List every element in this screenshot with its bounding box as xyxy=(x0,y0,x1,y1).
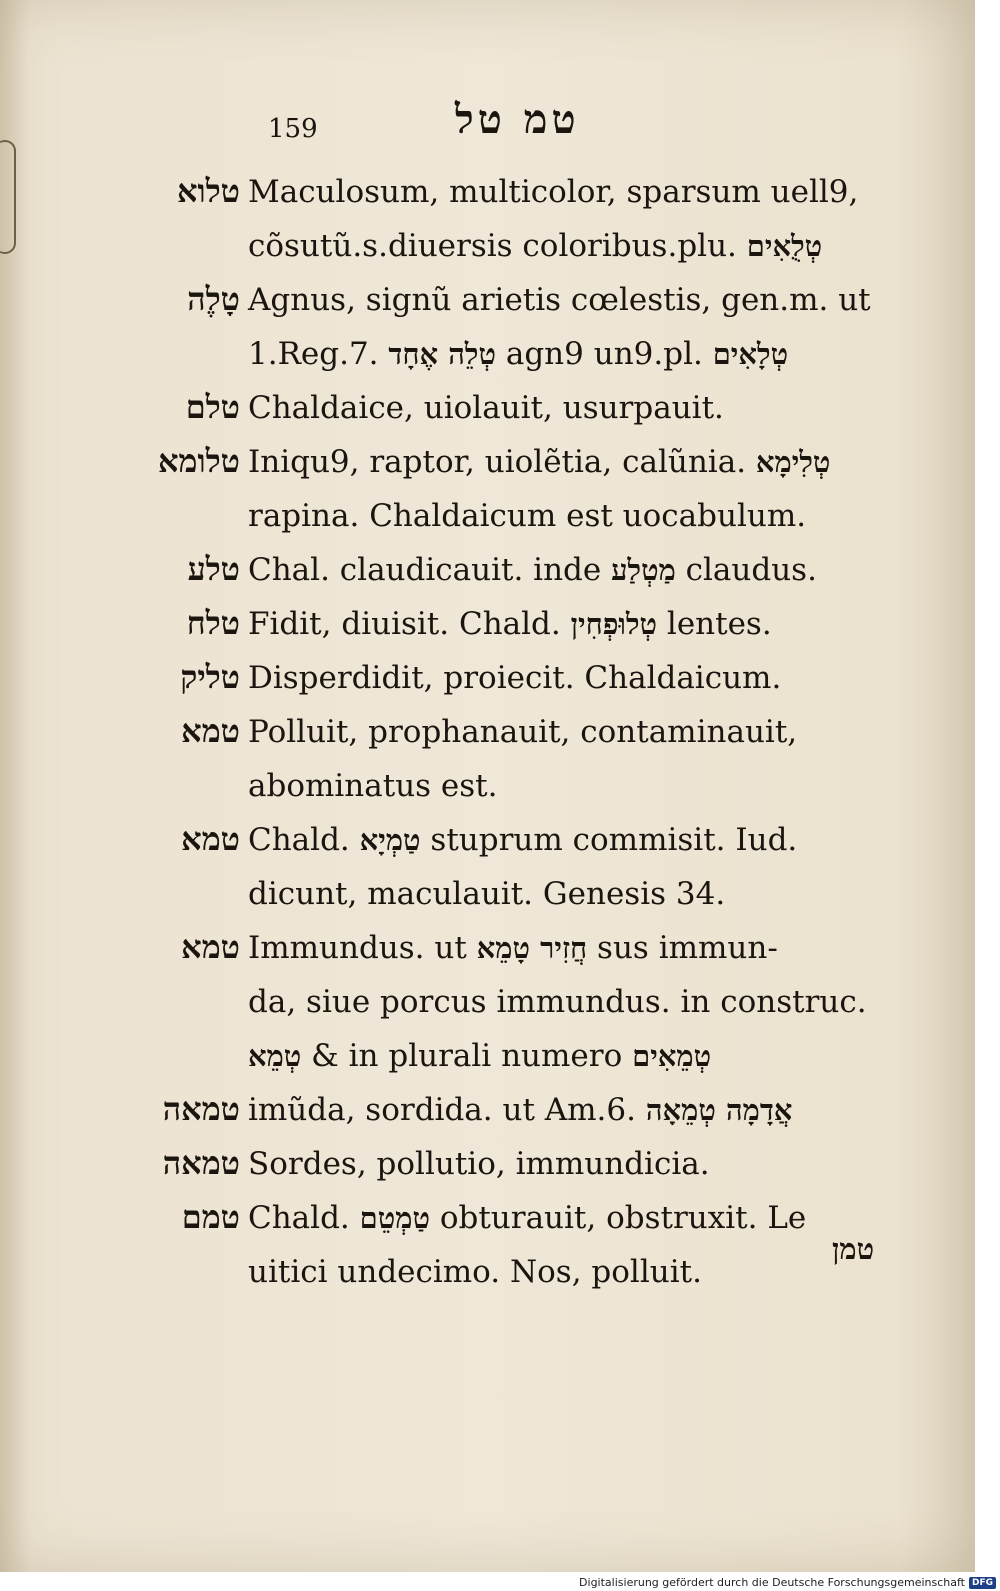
latin-text: Iniqu9, raptor, uiolẽtia, calũnia. xyxy=(248,444,756,480)
latin-text: 1.Reg.7. xyxy=(248,336,389,372)
entry-line xyxy=(248,1038,711,1074)
page-edge-tab xyxy=(0,140,16,254)
entry-headword: טלח xyxy=(186,604,240,642)
entry-headword: טמם xyxy=(181,1198,240,1236)
latin-text: & in plurali numero xyxy=(301,1038,633,1074)
entry-line xyxy=(248,282,871,318)
latin-text: da, siue porcus immundus. in construc. xyxy=(248,984,867,1020)
page-header xyxy=(0,96,975,146)
entry-headword: טמאה xyxy=(162,1090,240,1128)
latin-text: Fidit, diuisit. Chald. xyxy=(248,606,571,642)
latin-text: dicunt, maculauit. Genesis 34. xyxy=(248,876,726,912)
latin-text: sus immun- xyxy=(587,930,778,966)
entry-line xyxy=(248,822,797,858)
entry-line xyxy=(248,390,724,426)
entry-line xyxy=(248,768,498,804)
latin-text: imũda, sordida. ut Am.6. xyxy=(248,1092,646,1128)
latin-text: obturauit, obstruxit. Le xyxy=(429,1200,807,1236)
entry-line xyxy=(248,498,806,534)
latin-text: claudus. xyxy=(675,552,817,588)
dfg-logo-icon: DFG xyxy=(969,1577,996,1589)
entry-line xyxy=(248,174,858,210)
hebrew-word: טְמֵאִים xyxy=(632,1039,712,1073)
latin-text: cõsutũ.s.diuersis coloribus.plu. xyxy=(248,228,747,264)
hebrew-word: טַמְטֵם xyxy=(359,1201,430,1235)
hebrew-word: טְמֵא xyxy=(248,1039,302,1073)
entry-line xyxy=(248,714,797,750)
entry-line xyxy=(248,1254,702,1290)
latin-text: abominatus est. xyxy=(248,768,498,804)
entry-headword: טמא xyxy=(181,928,240,966)
entry-line xyxy=(248,336,788,372)
entry-headword: טָלֶה xyxy=(187,280,240,318)
latin-text: Disperdidit, proiecit. Chaldaicum. xyxy=(248,660,782,696)
entry-line xyxy=(248,660,781,696)
latin-text: Chaldaice, uiolauit, usurpauit. xyxy=(248,390,724,426)
latin-text: stuprum commisit. Iud. xyxy=(420,822,798,858)
latin-text: Chald. xyxy=(248,822,360,858)
latin-text: lentes. xyxy=(657,606,772,642)
hebrew-word: מַטְלַע xyxy=(611,553,676,587)
hebrew-word: אֲדָמָה טְמֵאָה xyxy=(645,1093,793,1127)
hebrew-word: טְלֵה אֶחָד xyxy=(388,337,496,371)
latin-text: Immundus. ut xyxy=(248,930,477,966)
latin-text: rapina. Chaldaicum est uocabulum. xyxy=(248,498,807,534)
entry-headword: טלוא xyxy=(176,172,240,210)
latin-text: Chald. xyxy=(248,1200,360,1236)
hebrew-word: טַמְיָא xyxy=(359,823,421,857)
hebrew-word: חֲזִיר טָמֵא xyxy=(476,931,588,965)
hebrew-word: טְלֻאִים xyxy=(746,229,823,263)
entry-headword: טלע xyxy=(187,550,240,588)
entry-line xyxy=(248,444,830,480)
hebrew-word: טְלִימָא xyxy=(755,445,831,479)
running-head: טמ טל xyxy=(455,96,580,143)
hebrew-word: טְלוּפְחִין xyxy=(570,607,658,641)
digitization-footer xyxy=(579,1576,996,1589)
entry-line xyxy=(248,606,772,642)
entry-line xyxy=(248,228,822,264)
entry-headword: טמאה xyxy=(162,1144,240,1182)
entry-line xyxy=(248,984,867,1020)
entry-line xyxy=(248,876,725,912)
footer-credit: Digitalisierung gefördert durch die Deutsche Forschungsgemeinschaft xyxy=(579,1576,965,1589)
folio-number: 159 xyxy=(268,114,318,144)
entry-line xyxy=(248,1146,710,1182)
entry-headword: טליק xyxy=(180,658,240,696)
latin-text: agn9 un9.pl. xyxy=(496,336,713,372)
entry-headword: טמא xyxy=(181,712,240,750)
entry-line xyxy=(248,1200,806,1236)
entry-headword: טלומא xyxy=(158,442,240,480)
entry-line xyxy=(248,1092,792,1128)
entry-line xyxy=(248,930,778,966)
catchword: טמן xyxy=(832,1232,875,1266)
latin-text: uitici undecimo. Nos, polluit. xyxy=(248,1254,702,1290)
latin-text: Maculosum, multicolor, sparsum uell9, xyxy=(248,174,859,210)
entry-headword: טמא xyxy=(181,820,240,858)
entry-line xyxy=(248,552,817,588)
latin-text: Agnus, signũ arietis cœlestis, gen.m. ut xyxy=(248,282,871,318)
hebrew-word: טְלָאִים xyxy=(712,337,789,371)
latin-text: Chal. claudicauit. inde xyxy=(248,552,612,588)
latin-text: Polluit, prophanauit, contaminauit, xyxy=(248,714,798,750)
latin-text: Sordes, pollutio, immundicia. xyxy=(248,1146,710,1182)
entry-headword: טלם xyxy=(185,388,240,426)
